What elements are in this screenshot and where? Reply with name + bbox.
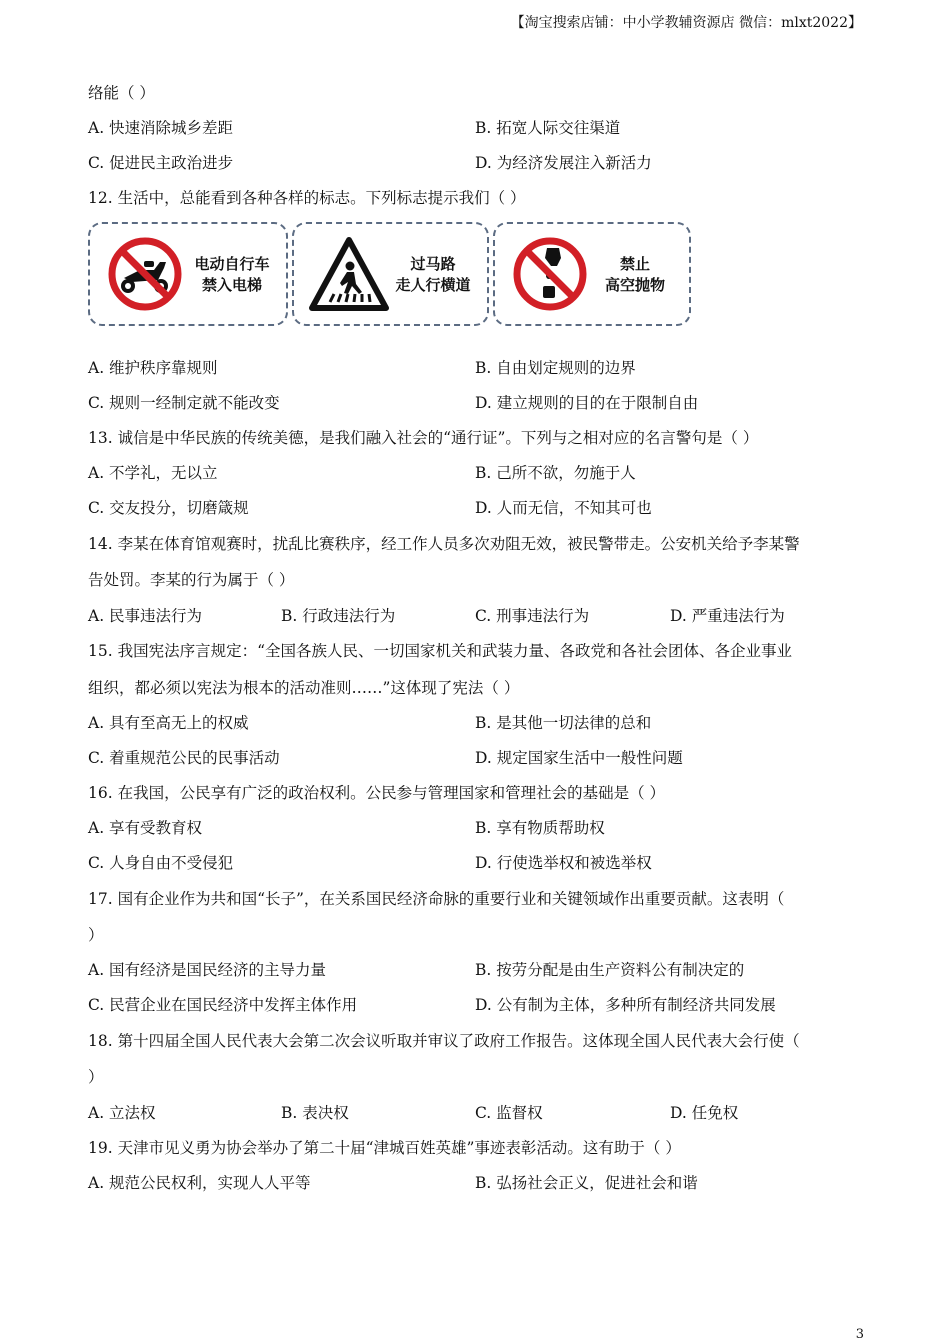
option-c: C. 民营企业在国民经济中发挥主体作用	[88, 996, 358, 1014]
sign-label-line2: 高空抛物	[604, 276, 665, 294]
option-c: C. 人身自由不受侵犯	[88, 854, 234, 872]
option-a: A. 不学礼，无以立	[88, 464, 218, 482]
page-number: 3	[855, 1327, 864, 1342]
question-stem: 14. 李某在体育馆观赛时，扰乱比赛秩序，经工作人员多次劝阻无效，被民警带走。公安机关给予李某警	[88, 535, 800, 553]
sign-no-throwing	[493, 222, 691, 326]
question-stem: 19. 天津市见义勇为协会举办了第二十届“津城百姓英雄”事迹表彰活动。这有助于（ ）	[88, 1139, 681, 1157]
sign-label-line1: 电动自行车	[194, 255, 270, 273]
option-b: B. 享有物质帮助权	[475, 819, 605, 837]
sign-label-line1: 过马路	[410, 255, 456, 273]
sign-no-ebike-elevator	[88, 222, 288, 326]
option-b: B. 拓宽人际交往渠道	[475, 119, 621, 137]
option-d: D. 严重违法行为	[670, 607, 785, 625]
option-c: C. 规则一经制定就不能改变	[88, 394, 280, 412]
question-stem: 13. 诚信是中华民族的传统美德，是我们融入社会的“通行证”。下列与之相对应的名言警句是（ ）	[88, 429, 759, 447]
question-stem-cont: 组织，都必须以宪法为根本的活动准则……”这体现了宪法（ ）	[88, 679, 520, 697]
option-c: C. 促进民主政治进步	[88, 154, 234, 172]
no-throwing-icon	[509, 236, 591, 312]
option-a: A. 快速消除城乡差距	[88, 119, 234, 137]
question-stem: 17. 国有企业作为共和国“长子”，在关系国民经济命脉的重要行业和关键领域作出重要贡献。这表明（	[88, 890, 785, 908]
option-c: C. 交友投分，切磨箴规	[88, 499, 249, 517]
question-stem-cont: 告处罚。李某的行为属于（ ）	[88, 571, 295, 589]
sign-crosswalk	[292, 222, 489, 326]
option-a: A. 民事违法行为	[88, 607, 203, 625]
option-d: D. 为经济发展注入新活力	[475, 154, 652, 172]
option-d: D. 公有制为主体，多种所有制经济共同发展	[475, 996, 776, 1014]
question-stem: 18. 第十四届全国人民代表大会第二次会议听取并审议了政府工作报告。这体现全国人民代表大会行使（	[88, 1032, 800, 1050]
option-b: B. 是其他一切法律的总和	[475, 714, 652, 732]
option-b: B. 行政违法行为	[281, 607, 396, 625]
question-stem-cont: ）	[88, 1068, 104, 1086]
question-stem: 络能（ ）	[88, 84, 155, 102]
page-header: 【淘宝搜索店铺：中小学教辅资源店 微信：mlxt2022】	[510, 15, 862, 31]
option-d: D. 人而无信，不知其可也	[475, 499, 652, 517]
option-c: C. 着重规范公民的民事活动	[88, 749, 280, 767]
option-b: B. 按劳分配是由生产资料公有制决定的	[475, 961, 745, 979]
question-stem: 16. 在我国，公民享有广泛的政治权利。公民参与管理国家和管理社会的基础是（ ）	[88, 784, 666, 802]
option-d: D. 行使选举权和被选举权	[475, 854, 652, 872]
option-b: B. 弘扬社会正义，促进社会和谐	[475, 1174, 698, 1192]
option-d: D. 规定国家生活中一般性问题	[475, 749, 683, 767]
option-a: A. 维护秩序靠规则	[88, 359, 218, 377]
option-d: D. 任免权	[670, 1104, 739, 1122]
sign-label-line2: 禁入电梯	[201, 276, 262, 294]
option-d: D. 建立规则的目的在于限制自由	[475, 394, 699, 412]
option-a: A. 规范公民权利，实现人人平等	[88, 1174, 311, 1192]
option-a: A. 国有经济是国民经济的主导力量	[88, 961, 327, 979]
option-b: B. 自由划定规则的边界	[475, 359, 636, 377]
question-stem: 15. 我国宪法序言规定：“全国各族人民、一切国家机关和武装力量、各政党和各社会团体、各企业事业	[88, 642, 793, 660]
crosswalk-warning-icon	[308, 236, 390, 312]
question-stem-cont: ）	[88, 926, 104, 944]
sign-label-line1: 禁止	[619, 255, 650, 273]
option-a: A. 享有受教育权	[88, 819, 203, 837]
option-b: B. 表决权	[281, 1104, 349, 1122]
option-c: C. 监督权	[475, 1104, 543, 1122]
no-ebike-icon	[104, 236, 186, 312]
sign-label-line2: 走人行横道	[395, 276, 471, 294]
option-b: B. 己所不欲，勿施于人	[475, 464, 636, 482]
question-stem: 12. 生活中，总能看到各种各样的标志。下列标志提示我们（ ）	[88, 189, 526, 207]
option-c: C. 刑事违法行为	[475, 607, 590, 625]
option-a: A. 具有至高无上的权威	[88, 714, 249, 732]
option-a: A. 立法权	[88, 1104, 156, 1122]
